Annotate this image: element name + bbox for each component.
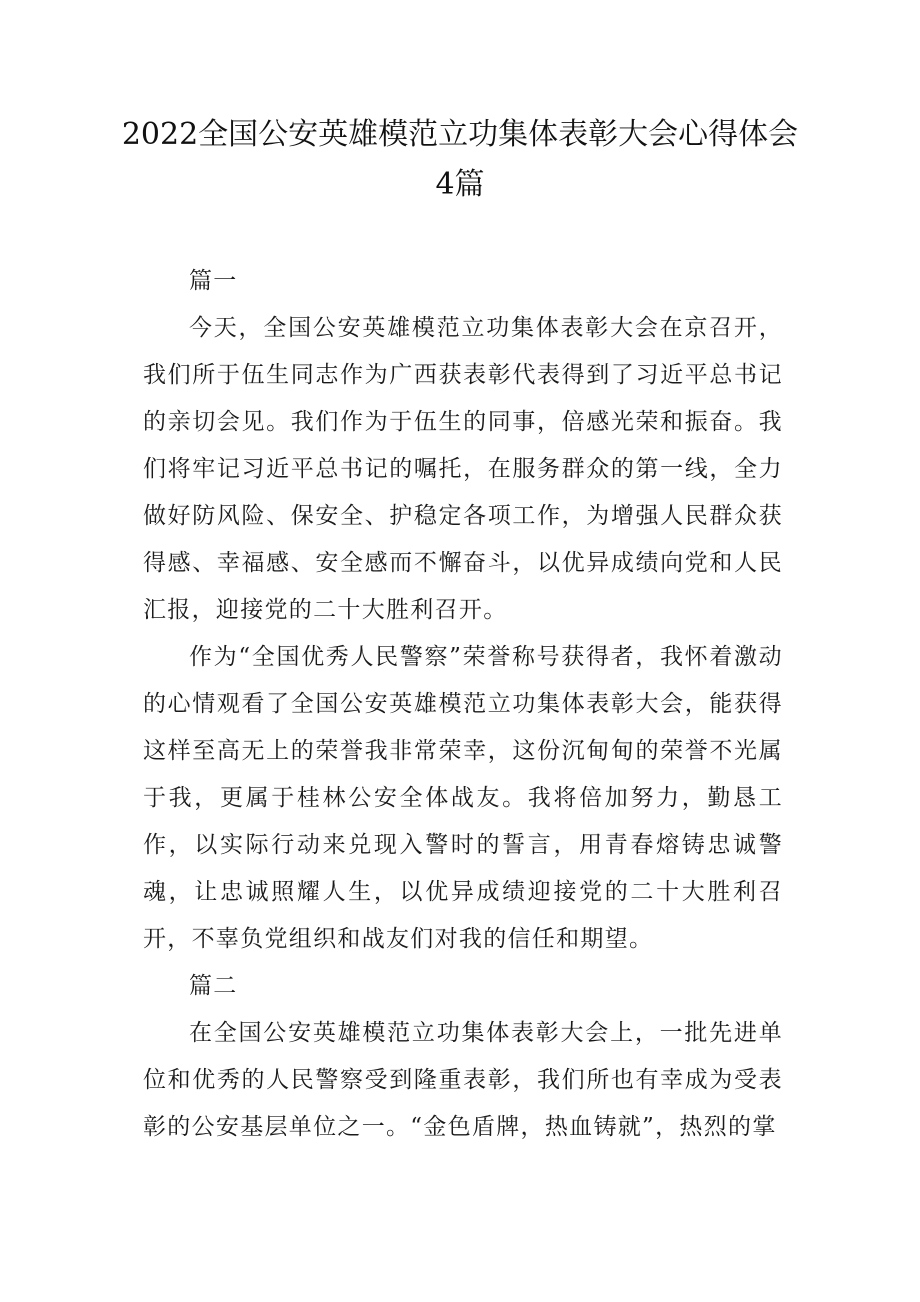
document-body	[143, 258, 783, 1151]
section-heading-2: 篇二	[189, 973, 238, 999]
paragraph: 作为“全国优秀人民警察”荣誉称号获得者，我怀着激动的心情观看了全国公安英雄模范立功集体表彰大会，能获得这样至高无上的荣誉我非常荣幸，这份沉甸甸的荣誉不光属于我，更属于桂林公安全体战友。我将倍加努力，勤恳工作，以实际行动来兑现入警时的誓言，用青春熔铸忠诚警魂，让忠诚照耀人生，以优异成绩迎接党的二十大胜利召开，不辜负党组织和战友们对我的信任和期望。	[143, 644, 783, 952]
section-heading-1: 篇一	[189, 268, 238, 294]
document-title: 2022全国公安英雄模范立功集体表彰大会心得体会4篇	[121, 117, 799, 202]
paragraph: 今天，全国公安英雄模范立功集体表彰大会在京召开，我们所于伍生同志作为广西获表彰代表得到了习近平总书记的亲切会见。我们作为于伍生的同事，倍感光荣和振奋。我们将牢记习近平总书记的嘱托，在服务群众的第一线，全力做好防风险、保安全、护稳定各项工作，为增强人民群众获得感、幸福感、安全感而不懈奋斗，以优异成绩向党和人民汇报，迎接党的二十大胜利召开。	[143, 315, 783, 623]
paragraph: 在全国公安英雄模范立功集体表彰大会上，一批先进单位和优秀的人民警察受到隆重表彰，我们所也有幸成为受表彰的公安基层单位之一。“金色盾牌，热血铸就”，热烈的掌	[143, 1020, 783, 1140]
